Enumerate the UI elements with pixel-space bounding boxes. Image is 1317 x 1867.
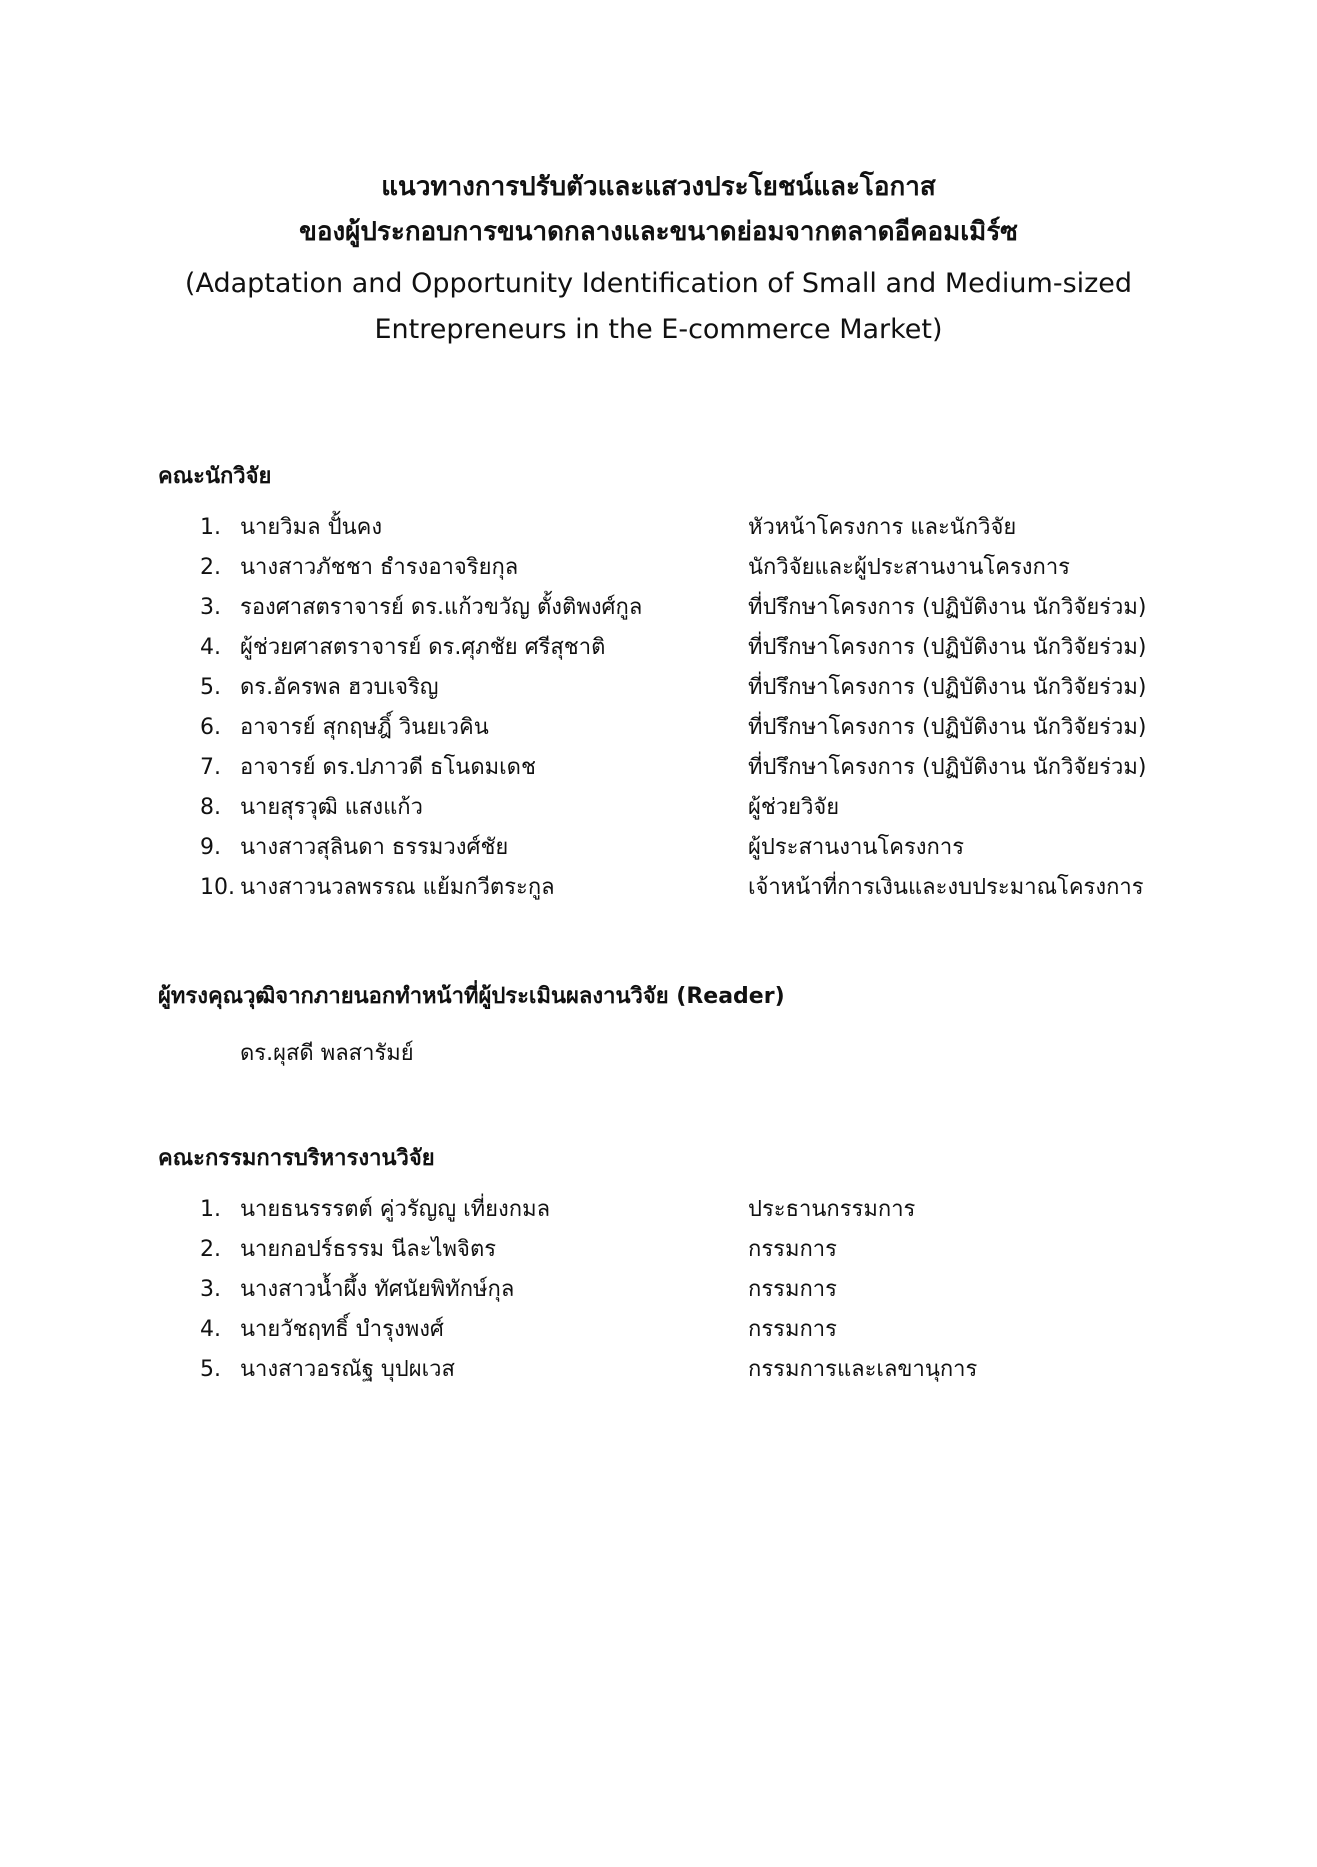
person-role: ผู้ช่วยวิจัย <box>748 795 840 820</box>
committee-row <box>200 1230 1200 1270</box>
person-role: กรรมการ <box>748 1237 837 1262</box>
person-name: นายวิมล ปั้นคง <box>240 515 383 540</box>
person-role: ผู้ประสานงานโครงการ <box>748 835 965 860</box>
person-role: ที่ปรึกษาโครงการ (ปฏิบัติงาน นักวิจัยร่วม) <box>748 595 1147 620</box>
reader-heading: ผู้ทรงคุณวุฒิจากภายนอกทำหน้าที่ผู้ประเมินผลงานวิจัย (Reader) <box>158 984 785 1009</box>
row-number: 6. <box>200 715 221 740</box>
researcher-row <box>200 708 1200 748</box>
person-role: ที่ปรึกษาโครงการ (ปฏิบัติงาน นักวิจัยร่วม) <box>748 675 1147 700</box>
person-name: นางสาวภัชชา ธำรงอาจริยกุล <box>240 555 519 580</box>
person-name: นายกอปร์ธรรม นีละไพจิตร <box>240 1237 497 1262</box>
researcher-row <box>200 668 1200 708</box>
row-number: 8. <box>200 795 221 820</box>
researcher-row <box>200 788 1200 828</box>
person-name: นายสุรวุฒิ แสงแก้ว <box>240 795 423 820</box>
title-block <box>0 165 1317 353</box>
committee-row <box>200 1310 1200 1350</box>
row-number: 4. <box>200 635 221 660</box>
reader-name: ดร.ผุสดี พลสารัมย์ <box>240 1041 414 1066</box>
researcher-row <box>200 748 1200 788</box>
person-role: นักวิจัยและผู้ประสานงานโครงการ <box>748 555 1070 580</box>
researcher-row <box>200 548 1200 588</box>
row-number: 2. <box>200 555 221 580</box>
person-name: ผู้ช่วยศาสตราจารย์ ดร.ศุภชัย ศรีสุชาติ <box>240 635 606 660</box>
person-role: กรรมการ <box>748 1277 837 1302</box>
person-name: ดร.อัครพล ฮวบเจริญ <box>240 675 439 700</box>
researcher-row <box>200 868 1200 908</box>
researcher-row <box>200 628 1200 668</box>
researcher-row <box>200 828 1200 868</box>
person-name: นายธนรรรตต์ คู่วรัญญู เที่ยงกมล <box>240 1197 551 1222</box>
person-role: หัวหน้าโครงการ และนักวิจัย <box>748 515 1017 540</box>
title-english-line-1: (Adaptation and Opportunity Identification of Small and Medium-sized <box>184 268 1133 299</box>
person-name: อาจารย์ สุกฤษฎิ์ วินยเวคิน <box>240 715 489 740</box>
row-number: 3. <box>200 1277 221 1302</box>
title-thai-line-2: ของผู้ประกอบการขนาดกลางและขนาดย่อมจากตลาดอีคอมเมิร์ซ <box>299 217 1018 247</box>
researcher-row <box>200 588 1200 628</box>
person-name: นางสาวนวลพรรณ แย้มกวีตระกูล <box>240 875 555 900</box>
researcher-row <box>200 508 1200 548</box>
row-number: 5. <box>200 1357 221 1382</box>
person-role: ที่ปรึกษาโครงการ (ปฏิบัติงาน นักวิจัยร่วม) <box>748 715 1147 740</box>
committee-row <box>200 1350 1200 1390</box>
person-role: กรรมการ <box>748 1317 837 1342</box>
person-role: ที่ปรึกษาโครงการ (ปฏิบัติงาน นักวิจัยร่วม) <box>748 635 1147 660</box>
row-number: 7. <box>200 755 221 780</box>
row-number: 4. <box>200 1317 221 1342</box>
person-role: เจ้าหน้าที่การเงินและงบประมาณโครงการ <box>748 875 1144 900</box>
row-number: 3. <box>200 595 221 620</box>
person-name: รองศาสตราจารย์ ดร.แก้วขวัญ ตั้งติพงศ์กูล <box>240 595 643 620</box>
committee-heading: คณะกรรมการบริหารงานวิจัย <box>158 1146 435 1171</box>
row-number: 10. <box>200 875 235 900</box>
person-name: นายวัชฤทธิ์ บำรุงพงศ์ <box>240 1317 444 1342</box>
person-role: กรรมการและเลขานุการ <box>748 1357 978 1382</box>
person-role: ที่ปรึกษาโครงการ (ปฏิบัติงาน นักวิจัยร่วม) <box>748 755 1147 780</box>
committee-row <box>200 1190 1200 1230</box>
row-number: 9. <box>200 835 221 860</box>
person-name: นางสาวอรณัฐ บุปผเวส <box>240 1357 455 1382</box>
title-english-line-2: Entrepreneurs in the E-commerce Market) <box>374 314 943 345</box>
person-name: นางสาวสุลินดา ธรรมวงศ์ชัย <box>240 835 509 860</box>
row-number: 1. <box>200 1197 221 1222</box>
person-name: อาจารย์ ดร.ปภาวดี ธโนดมเดช <box>240 755 536 780</box>
title-thai-line-1: แนวทางการปรับตัวและแสวงประโยชน์และโอกาส <box>381 172 936 202</box>
researchers-heading: คณะนักวิจัย <box>158 464 272 489</box>
row-number: 5. <box>200 675 221 700</box>
committee-list <box>200 1190 1200 1390</box>
committee-row <box>200 1270 1200 1310</box>
person-name: นางสาวน้ำผึ้ง ทัศนัยพิทักษ์กุล <box>240 1277 515 1302</box>
row-number: 1. <box>200 515 221 540</box>
researchers-list <box>200 508 1200 908</box>
person-role: ประธานกรรมการ <box>748 1197 916 1222</box>
row-number: 2. <box>200 1237 221 1262</box>
